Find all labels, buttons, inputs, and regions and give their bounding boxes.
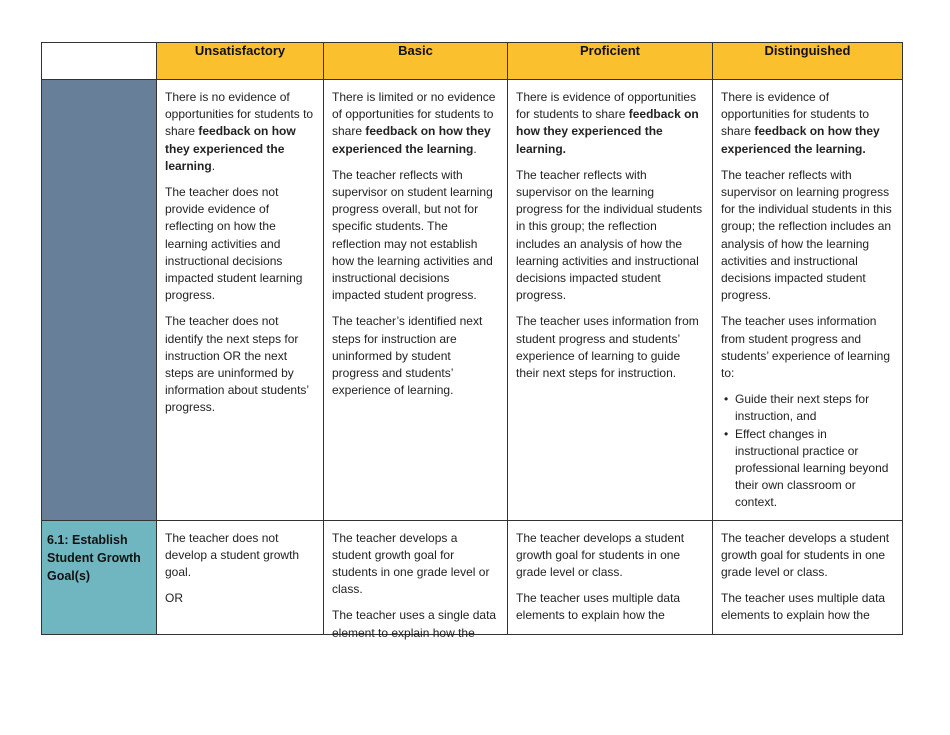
cell-paragraph: The teacher’s identified next steps for instruction are uninformed by student progress and students’ experience of learning.	[332, 314, 483, 398]
cell-paragraph: The teacher uses information from student progress and students’ experience of learning to:	[721, 314, 890, 381]
cell-paragraph: The teacher uses multiple data elements to explain how the	[516, 591, 681, 623]
cell-paragraph: The teacher does not identify the next steps for instruction OR the next steps are uninformed by information about students’ progress.	[165, 314, 309, 415]
cell-paragraph: The teacher uses information from student progress and students’ experience of learning to guide their next steps for instruction.	[516, 314, 699, 381]
list-item: • Guide their next steps for instruction, and	[735, 391, 894, 425]
rubric-table	[41, 42, 903, 640]
cell-paragraph: The teacher develops a student growth goal for students in one grade level or class.	[332, 530, 490, 597]
cell-paragraph: OR	[165, 591, 183, 606]
bullet-list	[721, 391, 894, 511]
level-unsatisfactory-header: Unsatisfactory	[157, 43, 324, 80]
cell-basic	[324, 80, 508, 521]
cell-paragraph: There is evidence of opportunities for students to share feedback on how they experienced the learning.	[721, 90, 880, 156]
cell-paragraph: The teacher reflects with supervisor on the learning progress for the individual students in this group; the reflection includes an analysis of how the learning activities and instructional decisions impacted student progress.	[516, 167, 703, 303]
cell-paragraph: There is limited or no evidence of opportunities for students to share feedback on how they experienced the learning.	[332, 90, 496, 156]
cell-paragraph: There is evidence of opportunities for students to share feedback on how they experienced the learning.	[516, 90, 699, 156]
cell-paragraph: The teacher reflects with supervisor on student learning progress overall, but not for specific students. The reflection may not establish how the learning activities and instructional decisions impacted student progress.	[332, 167, 493, 303]
level-basic-header: Basic	[324, 43, 508, 80]
cell-paragraph: The teacher uses a single data element to explain how the	[332, 608, 497, 640]
cell-paragraph: The teacher uses multiple data elements to explain how the	[721, 591, 886, 623]
cell-paragraph: The teacher reflects with supervisor on learning progress for the individual students in this group; the reflection includes an analysis of how the learning activities and instructional decisions impacted student progress.	[721, 167, 892, 303]
cell-basic	[324, 520, 508, 640]
list-item: • Effect changes in instructional practice or professional learning beyond their own classroom or context.	[735, 426, 894, 512]
cell-unsatisfactory	[157, 520, 324, 634]
table-row	[42, 520, 903, 634]
cell-distinguished	[713, 520, 903, 634]
cell-paragraph: The teacher does not provide evidence of reflecting on how the learning activities and instructional decisions impacted student learning progress.	[165, 185, 303, 303]
cell-proficient	[508, 80, 713, 521]
cell-distinguished	[713, 80, 903, 521]
cell-unsatisfactory	[157, 80, 324, 521]
level-proficient-header: Proficient	[508, 43, 713, 80]
row-label-establish-student-growth-goals: 6.1: Establish Student Growth Goal(s)	[42, 520, 157, 634]
cell-paragraph: There is no evidence of opportunities for students to share feedback on how they experienced the learning.	[165, 90, 314, 173]
cell-paragraph: The teacher develops a student growth goal for students in one grade level or class.	[516, 530, 685, 580]
rubric-header-row	[42, 43, 903, 80]
cell-paragraph: The teacher does not develop a student growth goal.	[165, 530, 300, 580]
cell-paragraph: The teacher develops a student growth goal for students in one grade level or class.	[721, 530, 890, 580]
level-distinguished-header: Distinguished	[713, 43, 903, 80]
header-blank-cell	[42, 43, 157, 80]
cell-proficient	[508, 520, 713, 634]
table-row	[42, 80, 903, 521]
row-label-cell	[42, 80, 157, 521]
